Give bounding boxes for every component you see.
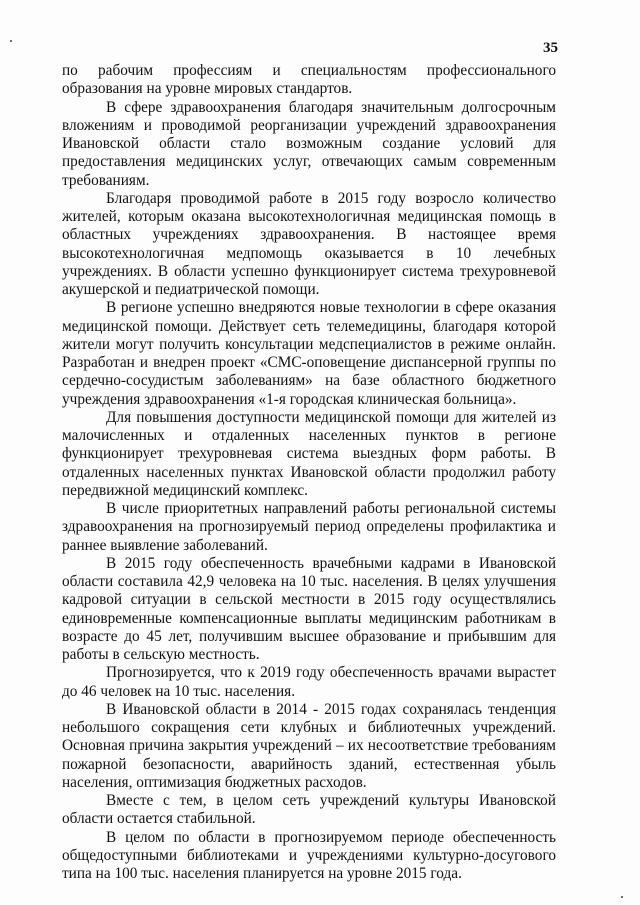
paragraph-remote-settlements: Для повышения доступности медицинской помощи для жителей из малочисленных и отдаленных населенных пунктов в регионе функционирует трехуровневая система выездных форм работы. В отдаленных населенных пунктах Ивановской области продолжил работу передвижной медицинский комплекс. [62,408,556,499]
paragraph-continuation: по рабочим профессиям и специальностям профессионального образования на уровне мировых стандартов. [62,62,556,98]
paragraph-forecast-2019: Прогнозируется, что к 2019 году обеспеченность врачами вырастет до 46 человек на 10 тыс. населения. [62,664,556,700]
page-number: 35 [543,40,558,56]
body-text [62,62,556,883]
paragraph-library-provision: В целом по области в прогнозируемом периоде обеспеченность общедоступными библиотеками и учреждениями культурно-досугового типа на 100 тыс. населения планируется на уровне 2015 года. [62,828,556,882]
paragraph-culture-network: В Ивановской области в 2014 - 2015 годах сохранялась тенденция небольшого сокращения сети клубных и библиотечных учреждений. Основная причина закрытия учреждений – их несоответствие требованиям пожарной безопасности, аварийность зданий, естественная убыль населения, оптимизация бюджетных расходов. [62,700,556,791]
paragraph-high-tech-care: Благодаря проводимой работе в 2015 году возросло количество жителей, которым оказана высокотехнологичная медицинская помощь в областных учреждениях здравоохранения. В настоящее время высокотехнологичная медпомощь оказывается в 10 лечебных учреждениях. В области успешно функционирует система трехуровневой акушерской и педиатрической помощи. [62,189,556,298]
paragraph-healthcare-investment: В сфере здравоохранения благодаря значительным долгосрочным вложениям и проводимой реорганизации учреждений здравоохранения Ивановской области стало возможным создание условий для предоставления медицинских услуг, отвечающих самым современным требованиям. [62,98,556,189]
scan-speck [10,40,12,42]
paragraph-new-technologies: В регионе успешно внедряются новые технологии в сфере оказания медицинской помощи. Действует сеть телемедицины, благодаря которой жители могут получить консультации медспециалистов в режиме онлайн. Разработан и внедрен проект «СМС-оповещение диспансерной группы по сердечно-сосудистым заболеваниям» на базе областного бюджетного учреждения здравоохранения «1-я городская клиническая больница». [62,299,556,408]
paragraph-staffing-2015: В 2015 году обеспеченность врачебными кадрами в Ивановской области составила 42,9 человека на 10 тыс. населения. В целях улучшения кадровой ситуации в сельской местности в 2015 году осуществлялись единовременные компенсационные выплаты медицинским работникам в возрасте до 45 лет, получившим высшее образование и прибывшим для работы в сельскую местность. [62,554,556,663]
paragraph-priorities: В числе приоритетных направлений работы региональной системы здравоохранения на прогнозируемый период определены профилактика и раннее выявление заболеваний. [62,500,556,554]
scan-speck [621,896,623,898]
paragraph-culture-stable: Вместе с тем, в целом сеть учреждений культуры Ивановской области остается стабильной. [62,792,556,828]
